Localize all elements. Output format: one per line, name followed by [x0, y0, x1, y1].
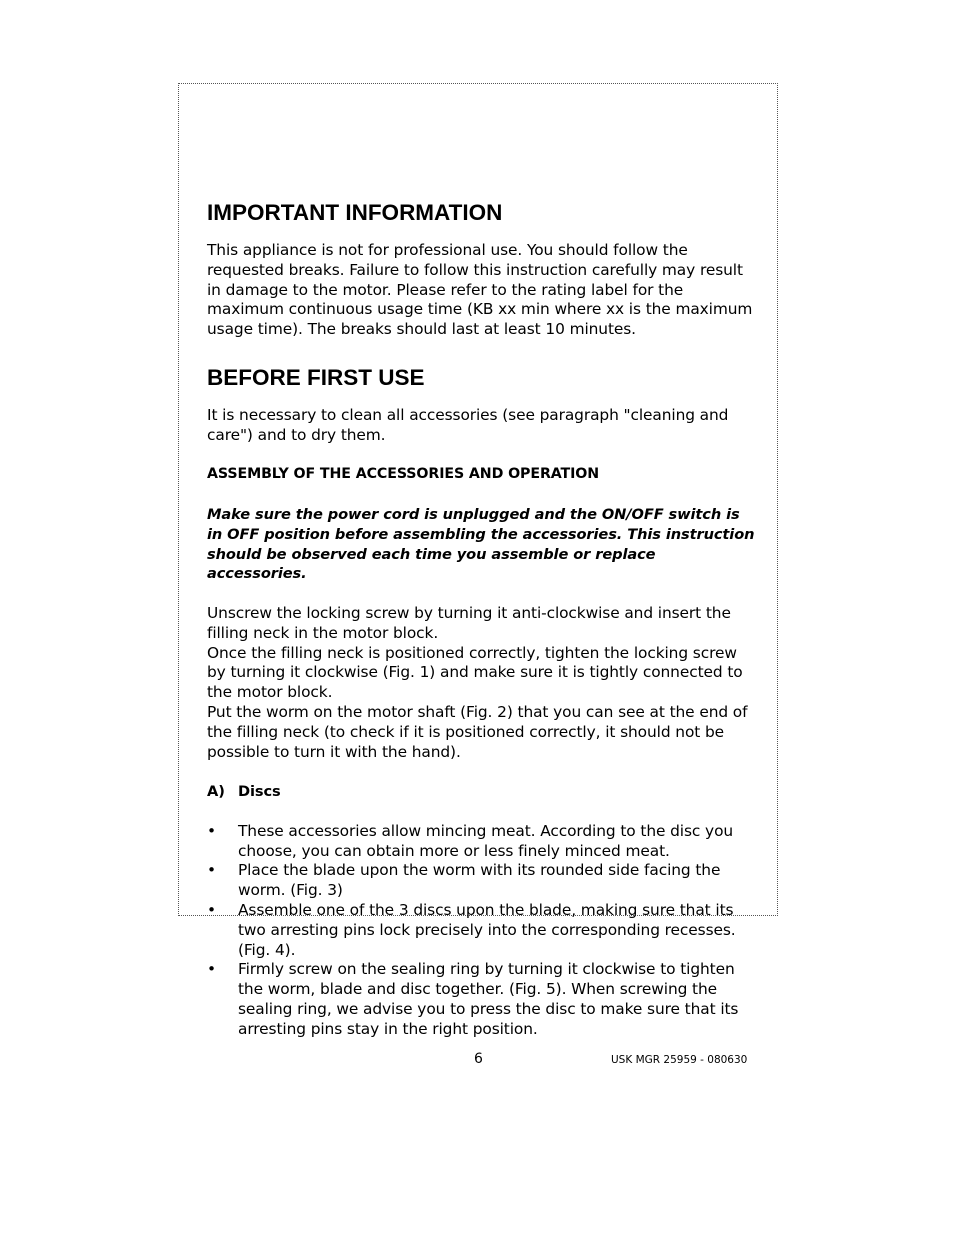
- assembly-step: Once the filling neck is positioned correctly, tighten the locking screw by turning it clockwise (Fig. 1) and make sure it is tightly connected to the motor block.: [207, 643, 743, 702]
- bullet-icon: •: [207, 960, 216, 979]
- assembly-step: Unscrew the locking screw by turning it anti-clockwise and insert the filling neck in the motor block.: [207, 603, 731, 642]
- list-item-text: These accessories allow mincing meat. According to the disc you choose, you can obtain more or less finely minced meat.: [238, 821, 734, 860]
- discs-bullet-list: [207, 822, 755, 1040]
- bullet-icon: •: [207, 821, 216, 840]
- assembly-warning: Make sure the power cord is unplugged and the ON/OFF switch is in OFF position before assembling the accessories. This instruction should be observed each time you assemble or replace accessories.: [207, 505, 755, 583]
- bullet-icon: •: [207, 900, 216, 919]
- list-item-text: Place the blade upon the worm with its rounded side facing the worm. (Fig. 3): [238, 861, 721, 900]
- list-item: [207, 822, 755, 862]
- important-information-heading: IMPORTANT INFORMATION: [207, 200, 503, 225]
- list-item: [207, 901, 755, 960]
- assembly-step: Put the worm on the motor shaft (Fig. 2) that you can see at the end of the filling neck (to check if it is positioned correctly, it should not be possible to turn it with the hand).: [207, 702, 748, 761]
- list-item-text: Firmly screw on the sealing ring by turning it clockwise to tighten the worm, blade and disc together. (Fig. 5). When screwing the sealing ring, we advise you to press the disc to make sure that its arresting pins stay in the right position.: [238, 960, 739, 1038]
- important-information-paragraph: This appliance is not for professional use. You should follow the requested breaks. Failure to follow this instruction carefully may result in damage to the motor. Please refer to the rating label for the maximum continuous usage time (KB xx min where xx is the maximum usage time). The breaks should last at least 10 minutes.: [207, 241, 753, 339]
- discs-heading-letter: A): [207, 783, 225, 801]
- discs-heading-title: Discs: [238, 783, 281, 801]
- page-number: 6: [474, 1051, 483, 1067]
- assembly-subheading: ASSEMBLY OF THE ACCESSORIES AND OPERATION: [207, 466, 600, 483]
- before-first-use-paragraph: It is necessary to clean all accessories (see paragraph "cleaning and care") and to dry them.: [207, 405, 729, 444]
- before-first-use-heading: BEFORE FIRST USE: [207, 364, 425, 390]
- bullet-icon: •: [207, 861, 216, 880]
- list-item: [207, 960, 755, 1039]
- page-content: [207, 196, 755, 1039]
- list-item-text: Assemble one of the 3 discs upon the blade, making sure that its two arresting pins lock precisely into the corresponding recesses. (Fig. 4).: [238, 900, 736, 959]
- document-code: USK MGR 25959 - 080630: [611, 1054, 748, 1066]
- discs-heading: [207, 782, 755, 802]
- list-item: [207, 861, 755, 901]
